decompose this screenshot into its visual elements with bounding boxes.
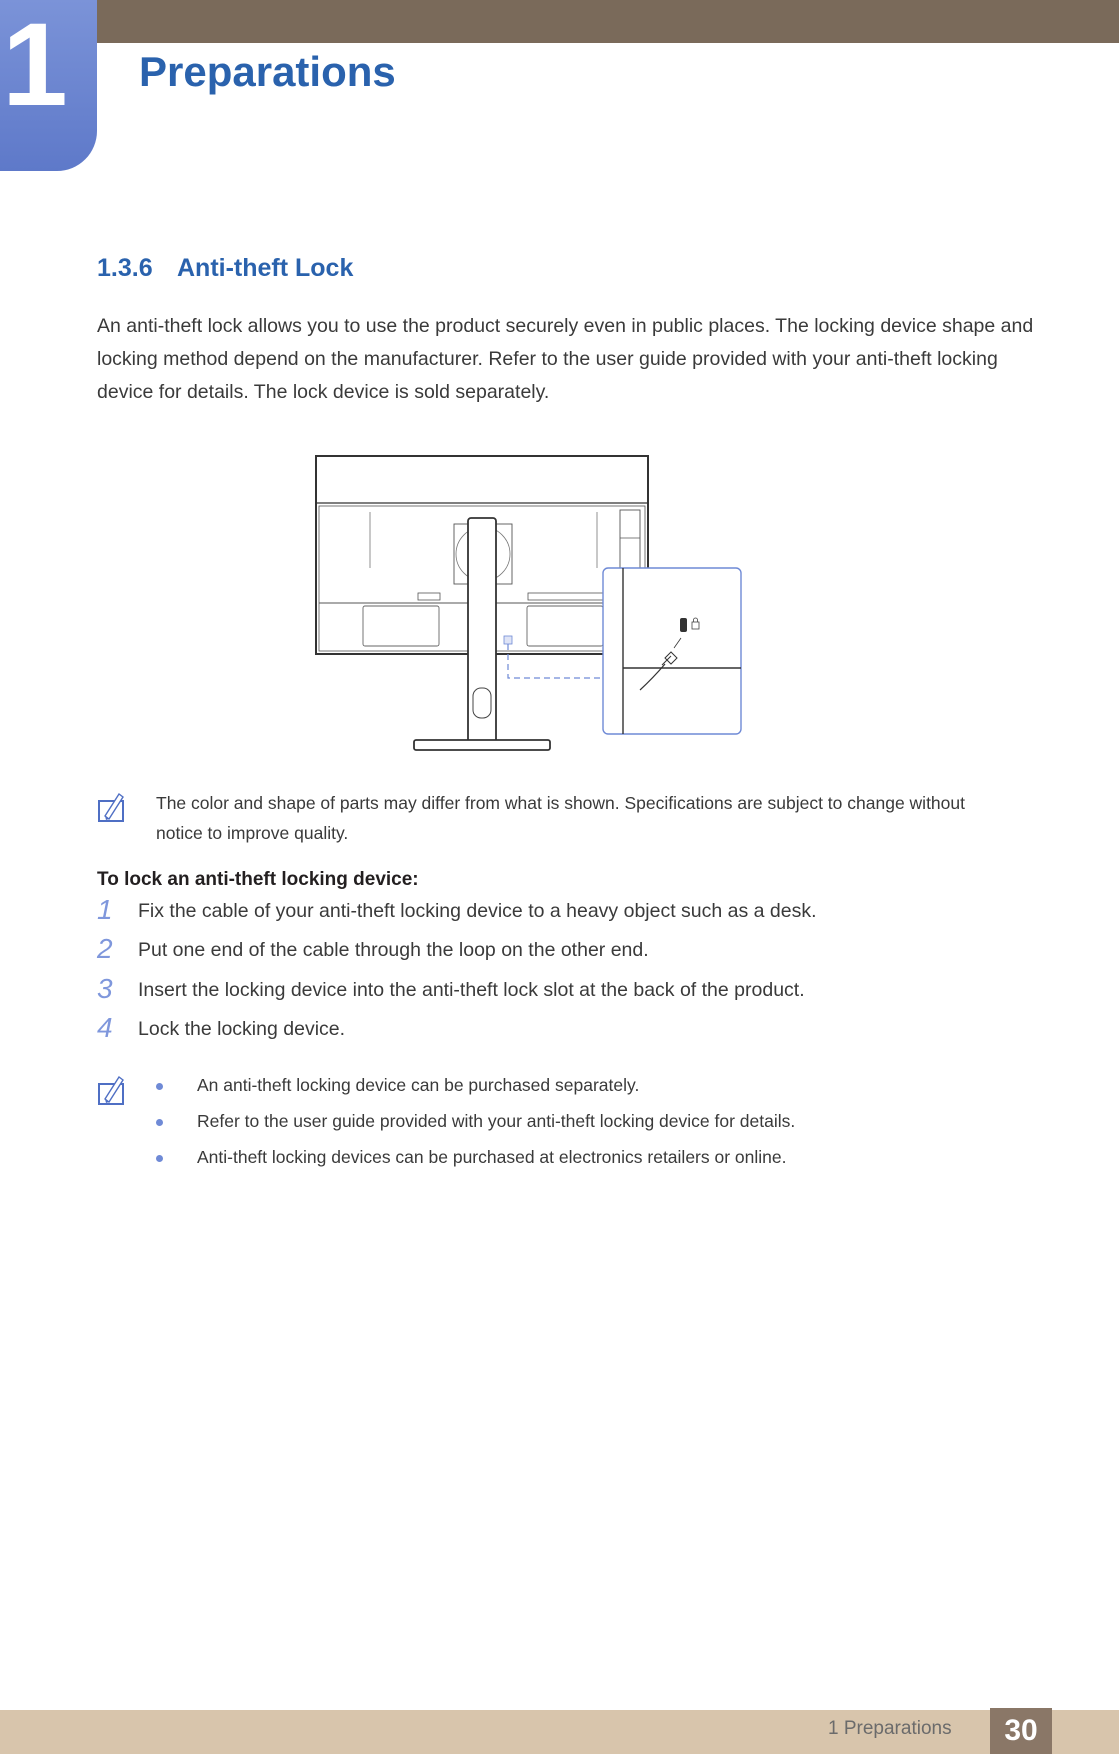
step-text: Insert the locking device into the anti-theft lock slot at the back of the product. xyxy=(138,979,805,1001)
list-item xyxy=(156,1075,1036,1105)
list-item-text: Anti-theft locking devices can be purchased at electronics retailers or online. xyxy=(197,1147,787,1167)
bullet-icon xyxy=(156,1119,163,1126)
chapter-number: 1 xyxy=(2,0,68,131)
step-text: Fix the cable of your anti-theft locking device to a heavy object such as a desk. xyxy=(138,900,817,922)
list-item-text: An anti-theft locking device can be purchased separately. xyxy=(197,1075,640,1095)
note-icon xyxy=(97,1073,127,1107)
list-item-text: Refer to the user guide provided with your anti-theft locking device for details. xyxy=(197,1111,796,1131)
step-number: 3 xyxy=(97,973,113,1004)
note-text: The color and shape of parts may differ from what is shown. Specifications are subject to change without notice to improve quality. xyxy=(156,793,965,843)
step-item xyxy=(97,973,1017,1012)
stand-base xyxy=(414,740,550,750)
lock-slot-marker xyxy=(504,636,512,644)
step-item xyxy=(97,1012,1017,1051)
steps-title: To lock an anti-theft locking device: xyxy=(97,869,419,890)
monitor-rear-lock-diagram xyxy=(300,450,820,760)
footer-chapter-label: 1 Preparations xyxy=(828,1718,952,1739)
intro-paragraph: An anti-theft lock allows you to use the product securely even in public places. The locking device shape and locking method depend on the manufacturer. Refer to the user guide provided with your anti-theft locking device for details. The lock device is sold separately. xyxy=(97,315,1034,403)
step-number: 2 xyxy=(97,933,113,964)
lock-slot xyxy=(680,618,687,632)
section-title: Anti-theft Lock xyxy=(177,254,354,282)
chapter-tab xyxy=(0,0,97,171)
step-text: Lock the locking device. xyxy=(138,1018,346,1040)
chapter-title: Preparations xyxy=(139,48,396,95)
callout-box xyxy=(603,568,741,734)
page-number: 30 xyxy=(990,1708,1052,1754)
stand-neck xyxy=(468,518,496,748)
list-item xyxy=(156,1147,1036,1177)
list-item xyxy=(156,1111,1036,1141)
step-item xyxy=(97,933,1017,972)
header-bar xyxy=(0,0,1119,43)
step-number: 1 xyxy=(97,894,113,925)
section-number: 1.3.6 xyxy=(97,254,153,282)
bullet-icon xyxy=(156,1155,163,1162)
step-item xyxy=(97,894,1017,933)
step-text: Put one end of the cable through the loop on the other end. xyxy=(138,939,649,961)
bullet-icon xyxy=(156,1083,163,1090)
section-heading xyxy=(97,254,353,283)
note-icon xyxy=(97,790,127,824)
step-number: 4 xyxy=(97,1012,113,1043)
